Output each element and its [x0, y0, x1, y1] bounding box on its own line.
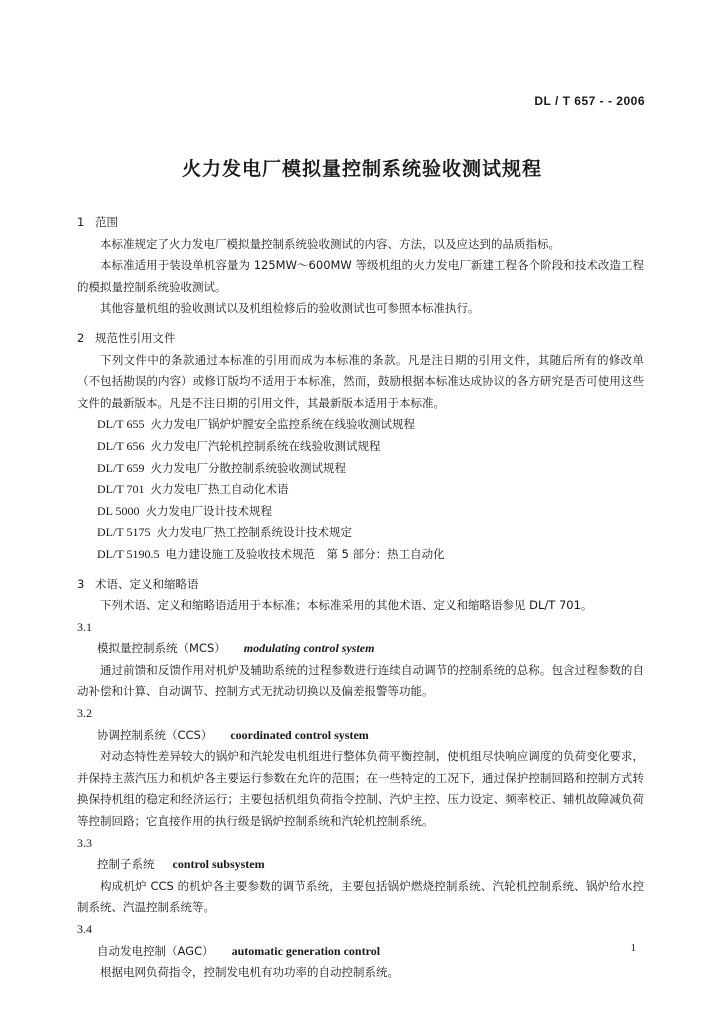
reference-title: 火力发电厂分散控制系统验收测试规程: [150, 460, 346, 475]
term-number: 3.1: [77, 619, 92, 634]
reference-title: 火力发电厂热工自动化术语: [150, 482, 289, 497]
term-name: [77, 638, 644, 660]
term-entry: [77, 703, 644, 833]
reference-code: DL/T 5190.5: [97, 546, 160, 561]
term-name: [77, 725, 644, 747]
reference-code: DL/T 659: [97, 460, 145, 475]
section-scope: [77, 212, 644, 320]
list-item: [97, 479, 644, 501]
reference-title: 火力发电厂汽轮机控制系统在线验收测试规程: [150, 438, 381, 453]
list-item: [97, 522, 644, 544]
term-name-zh: 模拟量控制系统（MCS）: [97, 641, 226, 656]
term-entry: [77, 833, 644, 919]
section-heading: [77, 574, 644, 596]
section-title: 规范性引用文件: [95, 330, 176, 345]
term-number: 3.4: [77, 922, 92, 936]
document-title: 火力发电厂模拟量控制系统验收测试规程: [181, 158, 542, 180]
term-definition: 根据电网负荷指令，控制发电机有功功率的自动控制系统。: [100, 965, 399, 980]
term-name-zh: 控制子系统: [97, 857, 155, 872]
term-name-en: coordinated control system: [230, 727, 369, 742]
section-title: 术语、定义和缩略语: [95, 576, 199, 591]
reference-code: DL/T 5175: [97, 525, 151, 540]
term-number: 3.3: [77, 835, 92, 850]
section-number: 3: [77, 576, 85, 591]
paragraph: 本标准规定了火力发电厂模拟量控制系统验收测试的内容、方法，以及应达到的品质指标。: [100, 236, 560, 251]
page-number: 1: [630, 942, 636, 954]
term-name-en: control subsystem: [172, 857, 265, 872]
section-heading: [77, 328, 644, 350]
term-definition: 通过前馈和反馈作用对机炉及辅助系统的过程参数进行连续自动调节的控制系统的总称。包含过程参数的自动补偿和计算、自动调节、控制方式无扰动切换以及偏差报警等功能。: [77, 662, 644, 699]
list-item: [97, 544, 644, 566]
reference-code: DL/T 656: [97, 438, 145, 453]
term-name: [77, 854, 644, 876]
section-number: 2: [77, 330, 85, 345]
paragraph: 下列术语、定义和缩略语适用于本标准；本标准采用的其他术语、定义和缩略语参见 DL/T 701。: [100, 598, 593, 613]
section-number: 1: [77, 215, 85, 229]
reference-title: 火力发电厂设计技术规程: [145, 503, 273, 518]
list-item: [97, 436, 644, 458]
term-name-en: modulating control system: [243, 641, 375, 656]
reference-code: DL/T 655: [97, 417, 145, 432]
paragraph: 其他容量机组的验收测试以及机组检修后的验收测试也可参照本标准执行。: [100, 301, 480, 316]
section-terms: [77, 574, 644, 984]
term-entry: [77, 617, 644, 703]
term-name-en: automatic generation control: [231, 943, 381, 958]
reference-title: 火力发电厂热工控制系统设计技术规定: [156, 525, 352, 540]
reference-title: 火力发电厂锅炉炉膛安全监控系统在线验收测试规程: [150, 417, 415, 432]
list-item: [97, 458, 644, 480]
section-title: 范围: [95, 215, 118, 229]
term-definition: 对动态特性差异较大的锅炉和汽轮发电机组进行整体负荷平衡控制，使机组尽快响应调度的负荷变化要求，并保持主蒸汽压力和机炉各主要运行参数在允许的范围；在一些特定的工况下，通过保护控制回路和控制方式转换保持机组的稳定和经济运行；主要包括机组负荷指令控制、汽炉主控、压力设定、频率校正、辅机故障减负荷等控制回路；它直接作用的执行级是锅炉控制系统和汽轮机控制系统。: [77, 749, 644, 829]
term-entry: [77, 919, 644, 984]
standard-code: DL / T 657 - - 2006: [534, 94, 645, 108]
term-definition: 构成机炉 CCS 的机炉各主要参数的调节系统，主要包括锅炉燃烧控制系统、汽轮机控制系统、锅炉给水控制系统、汽温控制系统等。: [77, 878, 644, 915]
term-name: [77, 941, 644, 963]
term-number: 3.2: [77, 706, 92, 721]
paragraph: 本标准适用于装设单机容量为 125MW～600MW 等级机组的火力发电厂新建工程各个阶段和技术改造工程的模拟量控制系统验收测试。: [77, 258, 644, 294]
reference-code: DL/T 701: [97, 482, 145, 497]
reference-title: 电力建设施工及验收技术规范 第 5 部分：热工自动化: [165, 546, 445, 561]
paragraph: 下列文件中的条款通过本标准的引用而成为本标准的条款。凡是注日期的引用文件，其随后所有的修改单（不包括勘误的内容）或修订版均不适用于本标准，然而，鼓励根据本标准达成协议的各方研究是否可使用这些文件的最新版本。凡是不注日期的引用文件，其最新版本适用于本标准。: [77, 352, 644, 410]
section-normative-references: [77, 328, 644, 566]
term-name-zh: 协调控制系统（CCS）: [97, 727, 213, 742]
document-body: [77, 212, 644, 984]
reference-code: DL 5000: [97, 503, 140, 518]
section-heading: [77, 212, 644, 234]
term-name-zh: 自动发电控制（AGC）: [97, 943, 214, 958]
reference-list: [77, 414, 644, 565]
list-item: [97, 501, 644, 523]
list-item: [97, 414, 644, 436]
